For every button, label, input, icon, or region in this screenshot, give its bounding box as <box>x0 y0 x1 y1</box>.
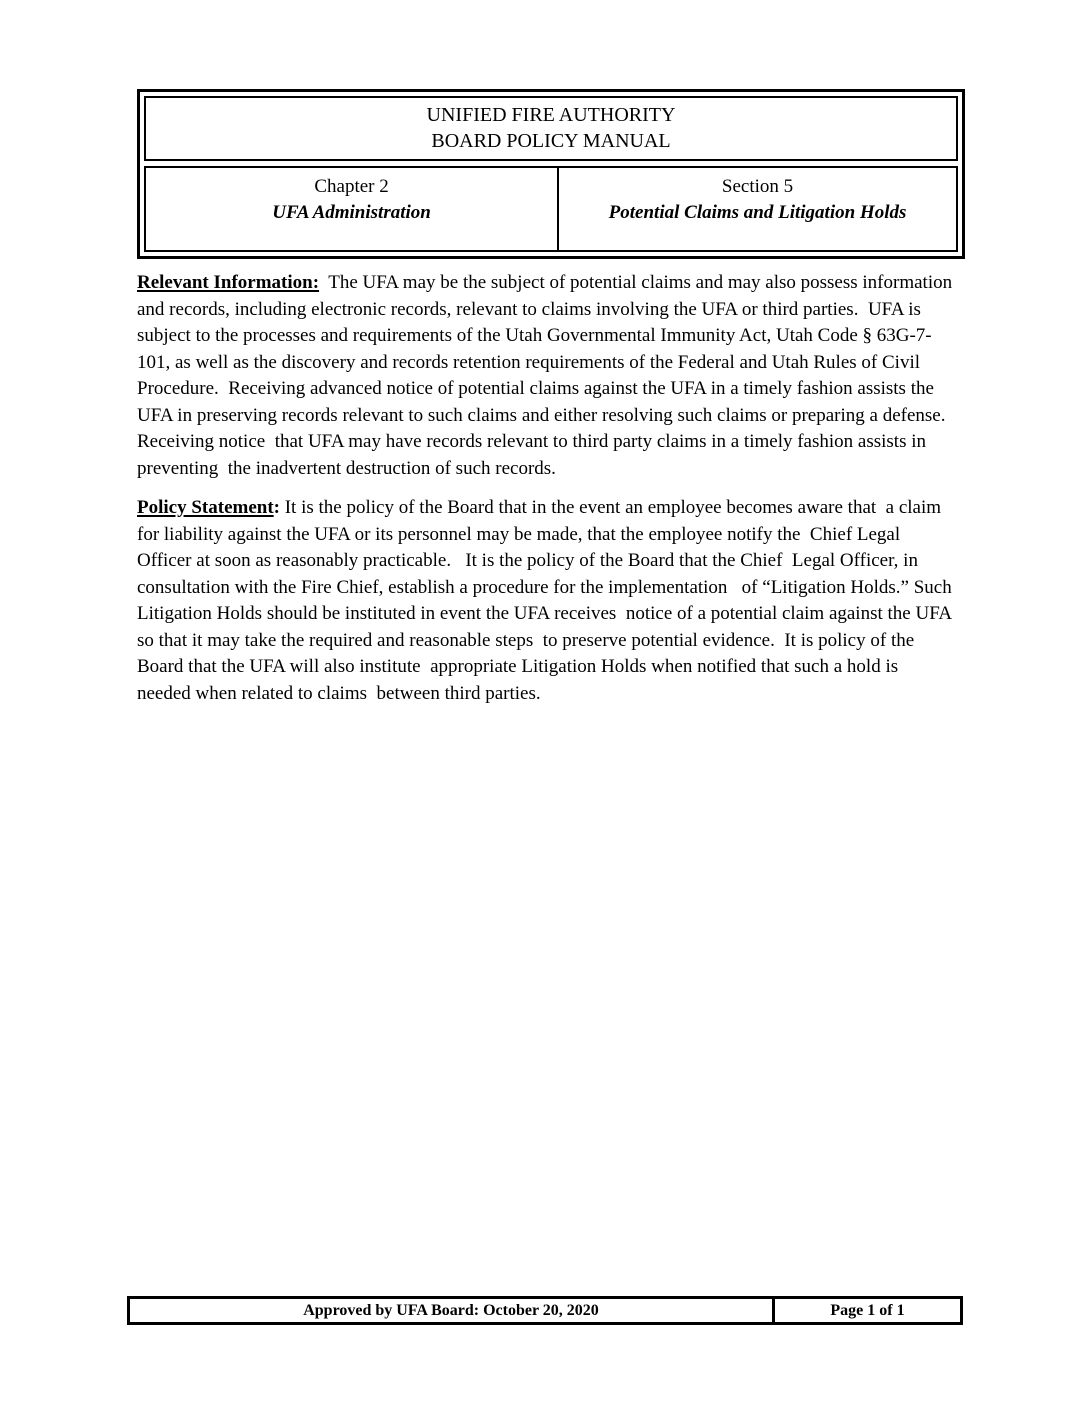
paragraph-relevant-information <box>137 270 955 482</box>
chapter-name: UFA Administration <box>272 202 431 223</box>
title-line-2: BOARD POLICY MANUAL <box>431 130 671 152</box>
relevant-information-label: Relevant Information: <box>137 272 320 293</box>
section-name: Potential Claims and Litigation Holds <box>608 202 907 223</box>
header-table <box>137 89 965 259</box>
policy-statement-label: Policy Statement <box>137 497 274 518</box>
title-line-1: UNIFIED FIRE AUTHORITY <box>426 104 676 126</box>
document-body <box>137 270 955 720</box>
section-label: Section 5 <box>721 176 794 197</box>
policy-statement-separator: : <box>273 497 280 518</box>
footer-table <box>127 1296 963 1325</box>
footer-approval: Approved by UFA Board: October 20, 2020 <box>130 1299 775 1322</box>
chapter-label: Chapter 2 <box>314 176 389 197</box>
chapter-cell <box>146 168 559 250</box>
header-chapter-section-row <box>144 166 958 252</box>
policy-statement-text: It is the policy of the Board that in the event an employee becomes aware that a claim for liability against the UFA or its personnel may be made, that the employee notify the Chief Legal Officer at soon as reasonably practicable. It is the policy of the Board that the Chief Legal Officer, in consultation with the Fire Chief, establish a procedure for the implementation of “Litigation Holds.” Such Litigation Holds should be instituted in event the UFA receives notice of a potential claim against the UFA so that it may take the required and reasonable steps to preserve potential evidence. It is policy of the Board that the UFA will also institute appropriate Litigation Holds when notified that such a hold is needed when related to claims between third parties. <box>137 497 957 704</box>
document-title-box <box>144 96 958 161</box>
paragraph-policy-statement <box>137 495 955 707</box>
section-cell <box>559 168 956 250</box>
footer-page-number: Page 1 of 1 <box>830 1302 905 1319</box>
relevant-information-text: The UFA may be the subject of potential claims and may also possess information and records, including electronic records, relevant to claims involving the UFA or third parties. UFA is subject to the processes and requirements of the Utah Governmental Immunity Act, Utah Code § 63G-7-101, as well as the discovery and records retention requirements of the Federal and Utah Rules of Civil Procedure. Receiving advanced notice of potential claims against the UFA in a timely fashion assists the UFA in preserving records relevant to such claims and either resolving such claims or preparing a defense. Receiving notice that UFA may have records relevant to third party claims in a timely fashion assists in preventing the inadvertent destruction of such records. <box>137 272 957 479</box>
